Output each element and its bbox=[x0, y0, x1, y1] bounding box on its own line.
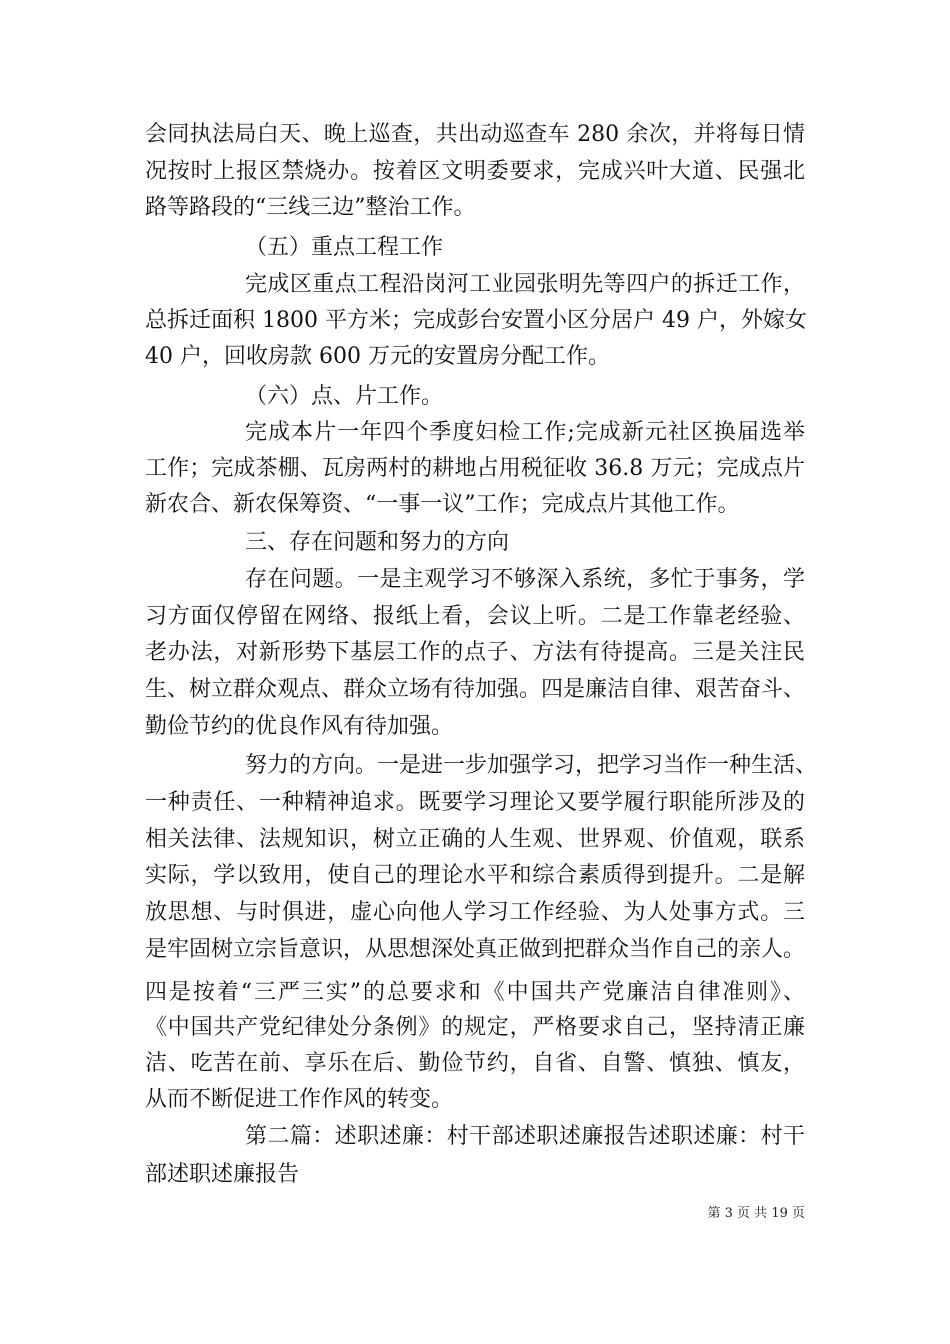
text-line: 相关法律、法规知识，树立正确的人生观、世界观、价值观，联系 bbox=[145, 827, 805, 852]
text-line: 新农合、新农保筹资、“一事一议”工作；完成点片其他工作。 bbox=[145, 492, 740, 517]
text-line: 完成本片一年四个季度妇检工作;完成新元社区换届选举 bbox=[245, 420, 805, 445]
text-line: 第二篇：述职述廉：村干部述职述廉报告述职述廉：村干 bbox=[245, 1124, 805, 1149]
text-line: 工作；完成茶棚、瓦房两村的耕地占用税征收 36.8 万元；完成点片 bbox=[145, 456, 805, 481]
text-line: 一种责任、一种精神追求。既要学习理论又要学履行职能所涉及的 bbox=[145, 790, 805, 815]
text-line: 习方面仅停留在网络、报纸上看，会议上听。二是工作靠老经验、 bbox=[145, 604, 805, 629]
text-line: 是牢固树立宗旨意识，从思想深处真正做到把群众当作自己的亲人。 bbox=[145, 937, 806, 962]
text-line: 四是按着“三严三实”的总要求和《中国共产党廉洁自律准则》、 bbox=[145, 980, 805, 1005]
text-line: 况按时上报区禁烧办。按着区文明委要求，完成兴叶大道、民强北 bbox=[145, 159, 805, 184]
text-line: 放思想、与时俱进，虚心向他人学习工作经验、为人处事方式。三 bbox=[145, 900, 805, 925]
section-heading: （六）点、片工作。 bbox=[245, 384, 444, 409]
text-line: 洁、吃苦在前、享乐在后、勤俭节约，自省、自警、慎独、慎友， bbox=[145, 1051, 805, 1076]
section-heading: （五）重点工程工作 bbox=[245, 235, 444, 260]
text-line: 老办法，对新形势下基层工作的点子、方法有待提高。三是关注民 bbox=[145, 640, 805, 665]
section-heading: 三、存在问题和努力的方向 bbox=[245, 530, 510, 555]
text-line: 存在问题。一是主观学习不够深入系统，多忙于事务，学 bbox=[245, 567, 805, 592]
text-line: 实际，学以致用，使自己的理论水平和综合素质得到提升。二是解 bbox=[145, 863, 805, 888]
text-line: 总拆迁面积 1800 平方米；完成彭台安置小区分居户 49 户，外嫁女 bbox=[145, 308, 807, 333]
text-line: 路等路段的“三线三边”整治工作。 bbox=[145, 195, 476, 220]
text-line: 会同执法局白天、晚上巡查，共出动巡查车 280 余次，并将每日情 bbox=[145, 122, 805, 147]
text-line: 部述职述廉报告 bbox=[145, 1162, 300, 1187]
text-line: 努力的方向。一是进一步加强学习，把学习当作一种生活、 bbox=[245, 753, 818, 778]
text-line: 40 户，回收房款 600 万元的安置房分配工作。 bbox=[145, 344, 610, 369]
text-line: 从而不断促进工作作风的转变。 bbox=[145, 1087, 454, 1112]
text-line: 勤俭节约的优良作风有待加强。 bbox=[145, 714, 454, 739]
text-line: 《中国共产党纪律处分条例》的规定，严格要求自己，坚持清正廉 bbox=[145, 1015, 805, 1040]
page-number: 第 3 页 共 19 页 bbox=[707, 1206, 805, 1221]
text-line: 生、树立群众观点、群众立场有待加强。四是廉洁自律、艰苦奋斗、 bbox=[145, 677, 806, 702]
text-line: 完成区重点工程沿岗河工业园张明先等四户的拆迁工作， bbox=[245, 272, 805, 297]
